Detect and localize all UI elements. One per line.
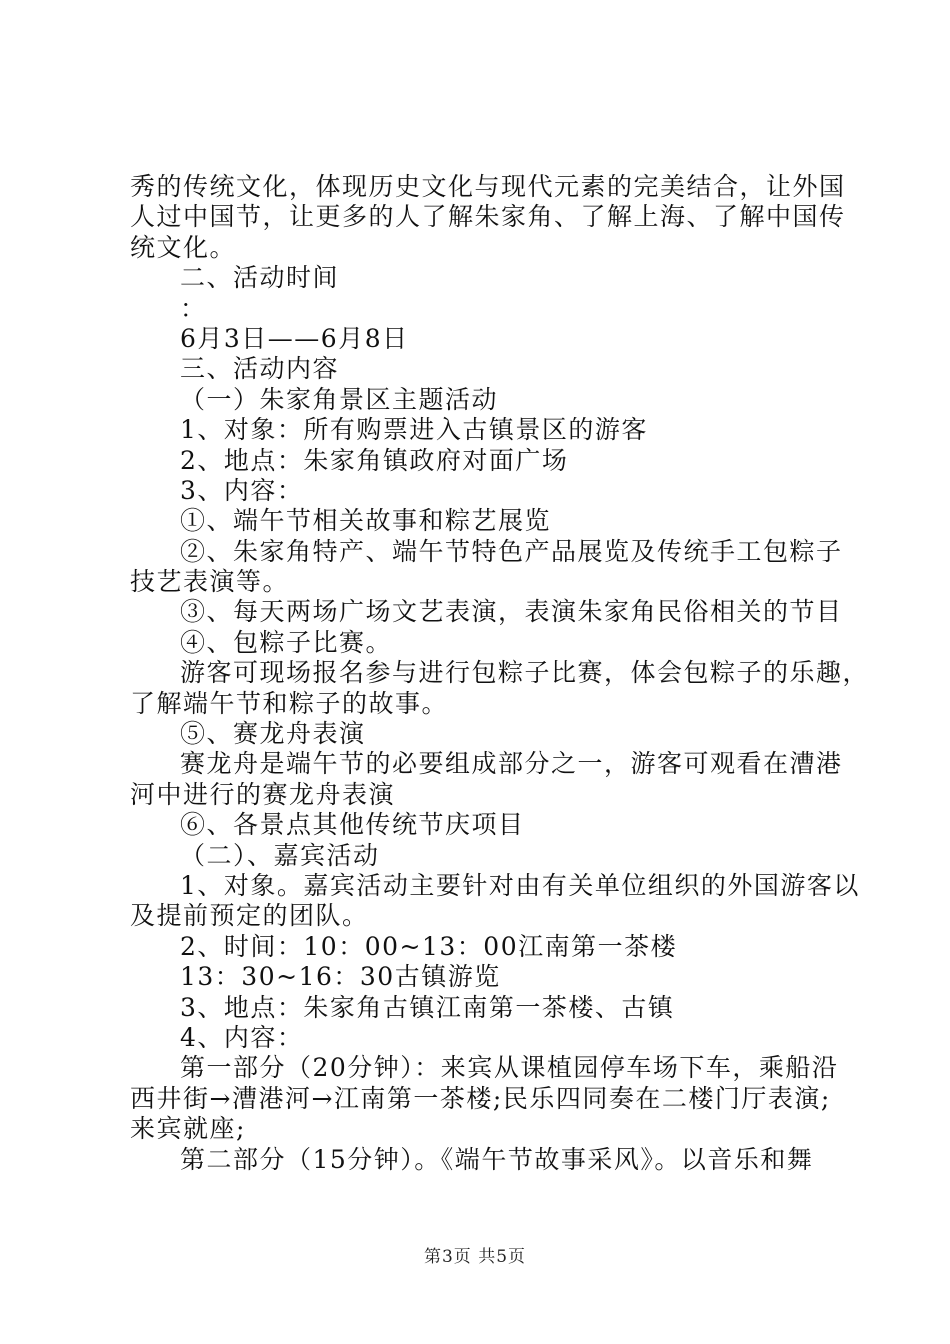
text-line: 3、内容： <box>180 475 304 505</box>
document-body <box>130 172 870 1175</box>
text-line: ⑤、赛龙舟表演 <box>180 719 366 749</box>
text-line: 技艺表演等。 <box>130 567 290 597</box>
text-line: 2、地点：朱家角镇政府对面广场 <box>180 445 569 475</box>
text-line: 河中进行的赛龙舟表演 <box>130 779 396 809</box>
text-line: 2、时间：10：00~13：00江南第一茶楼 <box>180 931 678 961</box>
page-footer: 第3页 共5页 <box>423 1247 527 1267</box>
text-line: 第一部分（20分钟）：来宾从课植园停车场下车，乘船沿 <box>180 1053 839 1083</box>
text-line: 及提前预定的团队。 <box>130 901 369 931</box>
text-line: （二）、嘉宾活动 <box>180 840 380 870</box>
text-line: 3、地点：朱家角古镇江南第一茶楼、古镇 <box>180 992 675 1022</box>
text-line: 1、对象。嘉宾活动主要针对由有关单位组织的外国游客以 <box>180 870 860 900</box>
text-line: 游客可现场报名参与进行包粽子比赛，体会包粽子的乐趣， <box>180 658 870 688</box>
text-line: 人过中国节，让更多的人了解朱家角、了解上海、了解中国传 <box>130 202 846 232</box>
text-line: 三、活动内容 <box>180 354 340 384</box>
text-line: ④、包粽子比赛。 <box>180 627 393 657</box>
text-line: 西井街→漕港河→江南第一茶楼;民乐四同奏在二楼门厅表演; <box>130 1083 831 1113</box>
text-line: ⑥、各景点其他传统节庆项目 <box>180 810 525 840</box>
text-line: 来宾就座; <box>130 1114 246 1144</box>
text-line: 第二部分（15分钟）。《端午节故事采风》。以音乐和舞 <box>180 1144 814 1174</box>
text-line: 1、对象：所有购票进入古镇景区的游客 <box>180 415 648 445</box>
text-line: ： <box>180 293 207 323</box>
text-line: 了解端午节和粽子的故事。 <box>130 688 449 718</box>
text-line: 6月3日——6月8日 <box>180 323 409 353</box>
text-line: 13：30~16：30古镇游览 <box>180 962 501 992</box>
text-line: 统文化。 <box>130 232 237 262</box>
text-line: 4、内容： <box>180 1022 304 1052</box>
text-line: 秀的传统文化，体现历史文化与现代元素的完美结合，让外国 <box>130 172 846 201</box>
text-line: ①、端午节相关故事和粽艺展览 <box>180 506 552 536</box>
text-line: 二、活动时间 <box>180 263 340 293</box>
text-line: （一）朱家角景区主题活动 <box>180 384 499 414</box>
text-line: ③、每天两场广场文艺表演，表演朱家角民俗相关的节目 <box>180 597 843 627</box>
text-line: ②、朱家角特产、端午节特色产品展览及传统手工包粽子 <box>180 536 843 566</box>
text-line: 赛龙舟是端午节的必要组成部分之一，游客可观看在漕港 <box>180 749 843 779</box>
